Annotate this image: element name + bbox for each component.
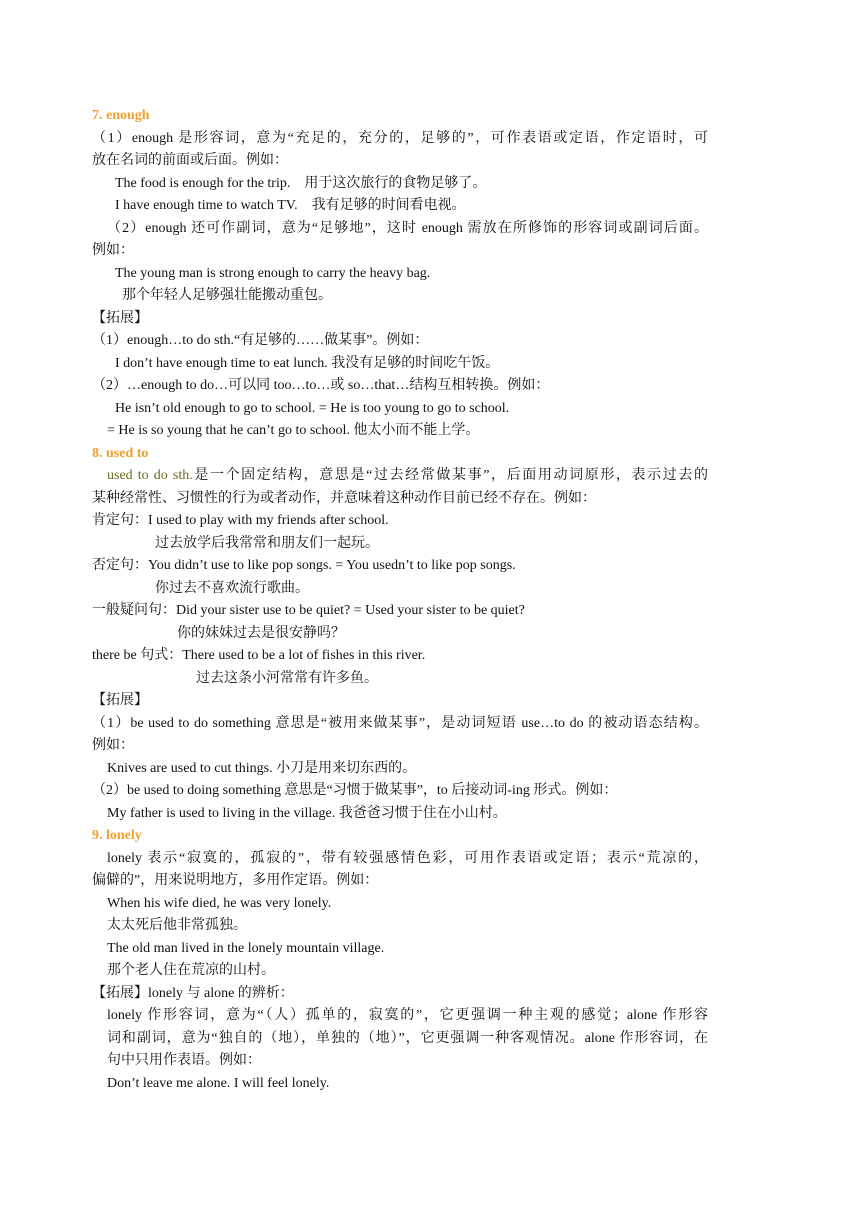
used-to-question xyxy=(92,601,525,621)
enough-example-3-en: The young man is strong enough to carry the heavy bag. xyxy=(115,266,431,281)
lonely-example-1-zh: 太太死后他非常孤独。 xyxy=(107,918,247,933)
enough-example-3-zh: 那个年轻人足够强壮能搬动重包。 xyxy=(122,288,332,303)
there-be-example-zh: 过去这条小河常常有许多鱼。 xyxy=(196,671,378,686)
enough-p2-line1: （2）enough 还可作副词，意为“足够地”，这时 enough 需放在所修饰的形容词或副词后面。 xyxy=(107,221,708,236)
affirmative-example-zh: 过去放学后我常常和朋友们一起玩。 xyxy=(155,536,379,551)
used-to-extension-1-line2: 例如： xyxy=(92,738,134,753)
question-example-en: Did your sister use to be quiet? = Used your sister to be quiet? xyxy=(176,603,525,618)
enough-example-1: The food is enough for the trip. 用于这次旅行的食物足够了。 xyxy=(115,176,487,191)
lonely-extension-title: 【拓展】lonely 与 alone 的辨析： xyxy=(92,986,294,1001)
section-heading-lonely: 9. lonely xyxy=(92,828,142,843)
lonely-example-1-en: When his wife died, he was very lonely. xyxy=(107,896,332,911)
lonely-extension-p2: 词和副词，意为“独自的（地），单独的（地）”，它更强调一种客观情况。alone 作形容词，在 xyxy=(107,1031,708,1046)
negative-example-zh: 你过去不喜欢流行歌曲。 xyxy=(155,581,309,596)
enough-p1-line1: （1）enough 是形容词，意为“充足的，充分的，足够的”，可作表语或定语，作定语时，可 xyxy=(92,131,708,146)
used-to-extension-2: （2）be used to doing something 意思是“习惯于做某事”，to 后接动词-ing 形式。例如： xyxy=(92,783,618,798)
there-be-example-en: There used to be a lot of fishes in this river. xyxy=(182,648,426,663)
lonely-extension-example: Don’t leave me alone. I will feel lonely. xyxy=(107,1076,330,1091)
used-to-intro-line1 xyxy=(107,466,708,486)
enough-extension-2-example-2: = He is so young that he can’t go to school. 他太小而不能上学。 xyxy=(107,423,480,438)
used-to-extension-title: 【拓展】 xyxy=(92,693,148,708)
used-to-extension-1-line1: （1）be used to do something 意思是“被用来做某事”，是动词短语 use…to do 的被动语态结构。 xyxy=(92,716,708,731)
lonely-extension-p3: 句中只用作表语。例如： xyxy=(107,1053,261,1068)
lonely-p1-line1: lonely 表示“寂寞的，孤寂的”，带有较强感情色彩，可用作表语或定语；表示“荒凉的， xyxy=(107,851,708,866)
lonely-example-2-en: The old man lived in the lonely mountain village. xyxy=(107,941,385,956)
lonely-extension-p1: lonely 作形容词，意为“（人）孤单的，寂寞的”，它更强调一种主观的感觉；alone 作形容 xyxy=(107,1008,708,1023)
used-to-intro-line2: 某种经常性、习惯性的行为或者动作，并意味着这种动作目前已经不存在。例如： xyxy=(92,491,596,506)
used-to-negative xyxy=(92,556,516,576)
enough-p1-line2: 放在名词的前面或后面。例如： xyxy=(92,153,288,168)
used-to-intro-rest: 是一个固定结构，意思是“过去经常做某事”，后面用动词原形，表示过去的 xyxy=(192,468,708,483)
used-to-there-be xyxy=(92,646,425,666)
enough-extension-title: 【拓展】 xyxy=(92,311,148,326)
enough-p2-line2: 例如： xyxy=(92,243,134,258)
there-be-label: there be 句式： xyxy=(92,648,183,663)
section-heading-enough: 7. enough xyxy=(92,108,150,123)
question-example-zh: 你的妹妹过去是很安静吗？ xyxy=(177,626,345,641)
lonely-p1-line2: 偏僻的”，用来说明地方，多用作定语。例如： xyxy=(92,873,379,888)
enough-extension-2-example-1: He isn’t old enough to go to school. = He is too young to go to school. xyxy=(115,401,510,416)
negative-example-en: You didn’t use to like pop songs. = You usedn’t to like pop songs. xyxy=(148,558,516,573)
question-label: 一般疑问句： xyxy=(92,603,176,618)
affirmative-label: 肯定句： xyxy=(92,513,148,528)
used-to-term: used to do sth. xyxy=(107,468,193,483)
used-to-extension-1-example: Knives are used to cut things. 小刀是用来切东西的。 xyxy=(107,761,417,776)
used-to-affirmative xyxy=(92,511,389,531)
enough-extension-2: （2）…enough to do…可以同 too…to…或 so…that…结构互相转换。例如： xyxy=(92,378,550,393)
lonely-example-2-zh: 那个老人住在荒凉的山村。 xyxy=(107,963,275,978)
section-heading-used-to: 8. used to xyxy=(92,446,149,461)
enough-example-2: I have enough time to watch TV. 我有足够的时间看电视。 xyxy=(115,198,466,213)
negative-label: 否定句： xyxy=(92,558,148,573)
affirmative-example-en: I used to play with my friends after school. xyxy=(148,513,389,528)
used-to-extension-2-example: My father is used to living in the village. 我爸爸习惯于住在小山村。 xyxy=(107,806,507,821)
enough-extension-1: （1）enough…to do sth.“有足够的……做某事”。例如： xyxy=(92,333,429,348)
enough-extension-1-example: I don’t have enough time to eat lunch. 我没有足够的时间吃午饭。 xyxy=(115,356,500,371)
